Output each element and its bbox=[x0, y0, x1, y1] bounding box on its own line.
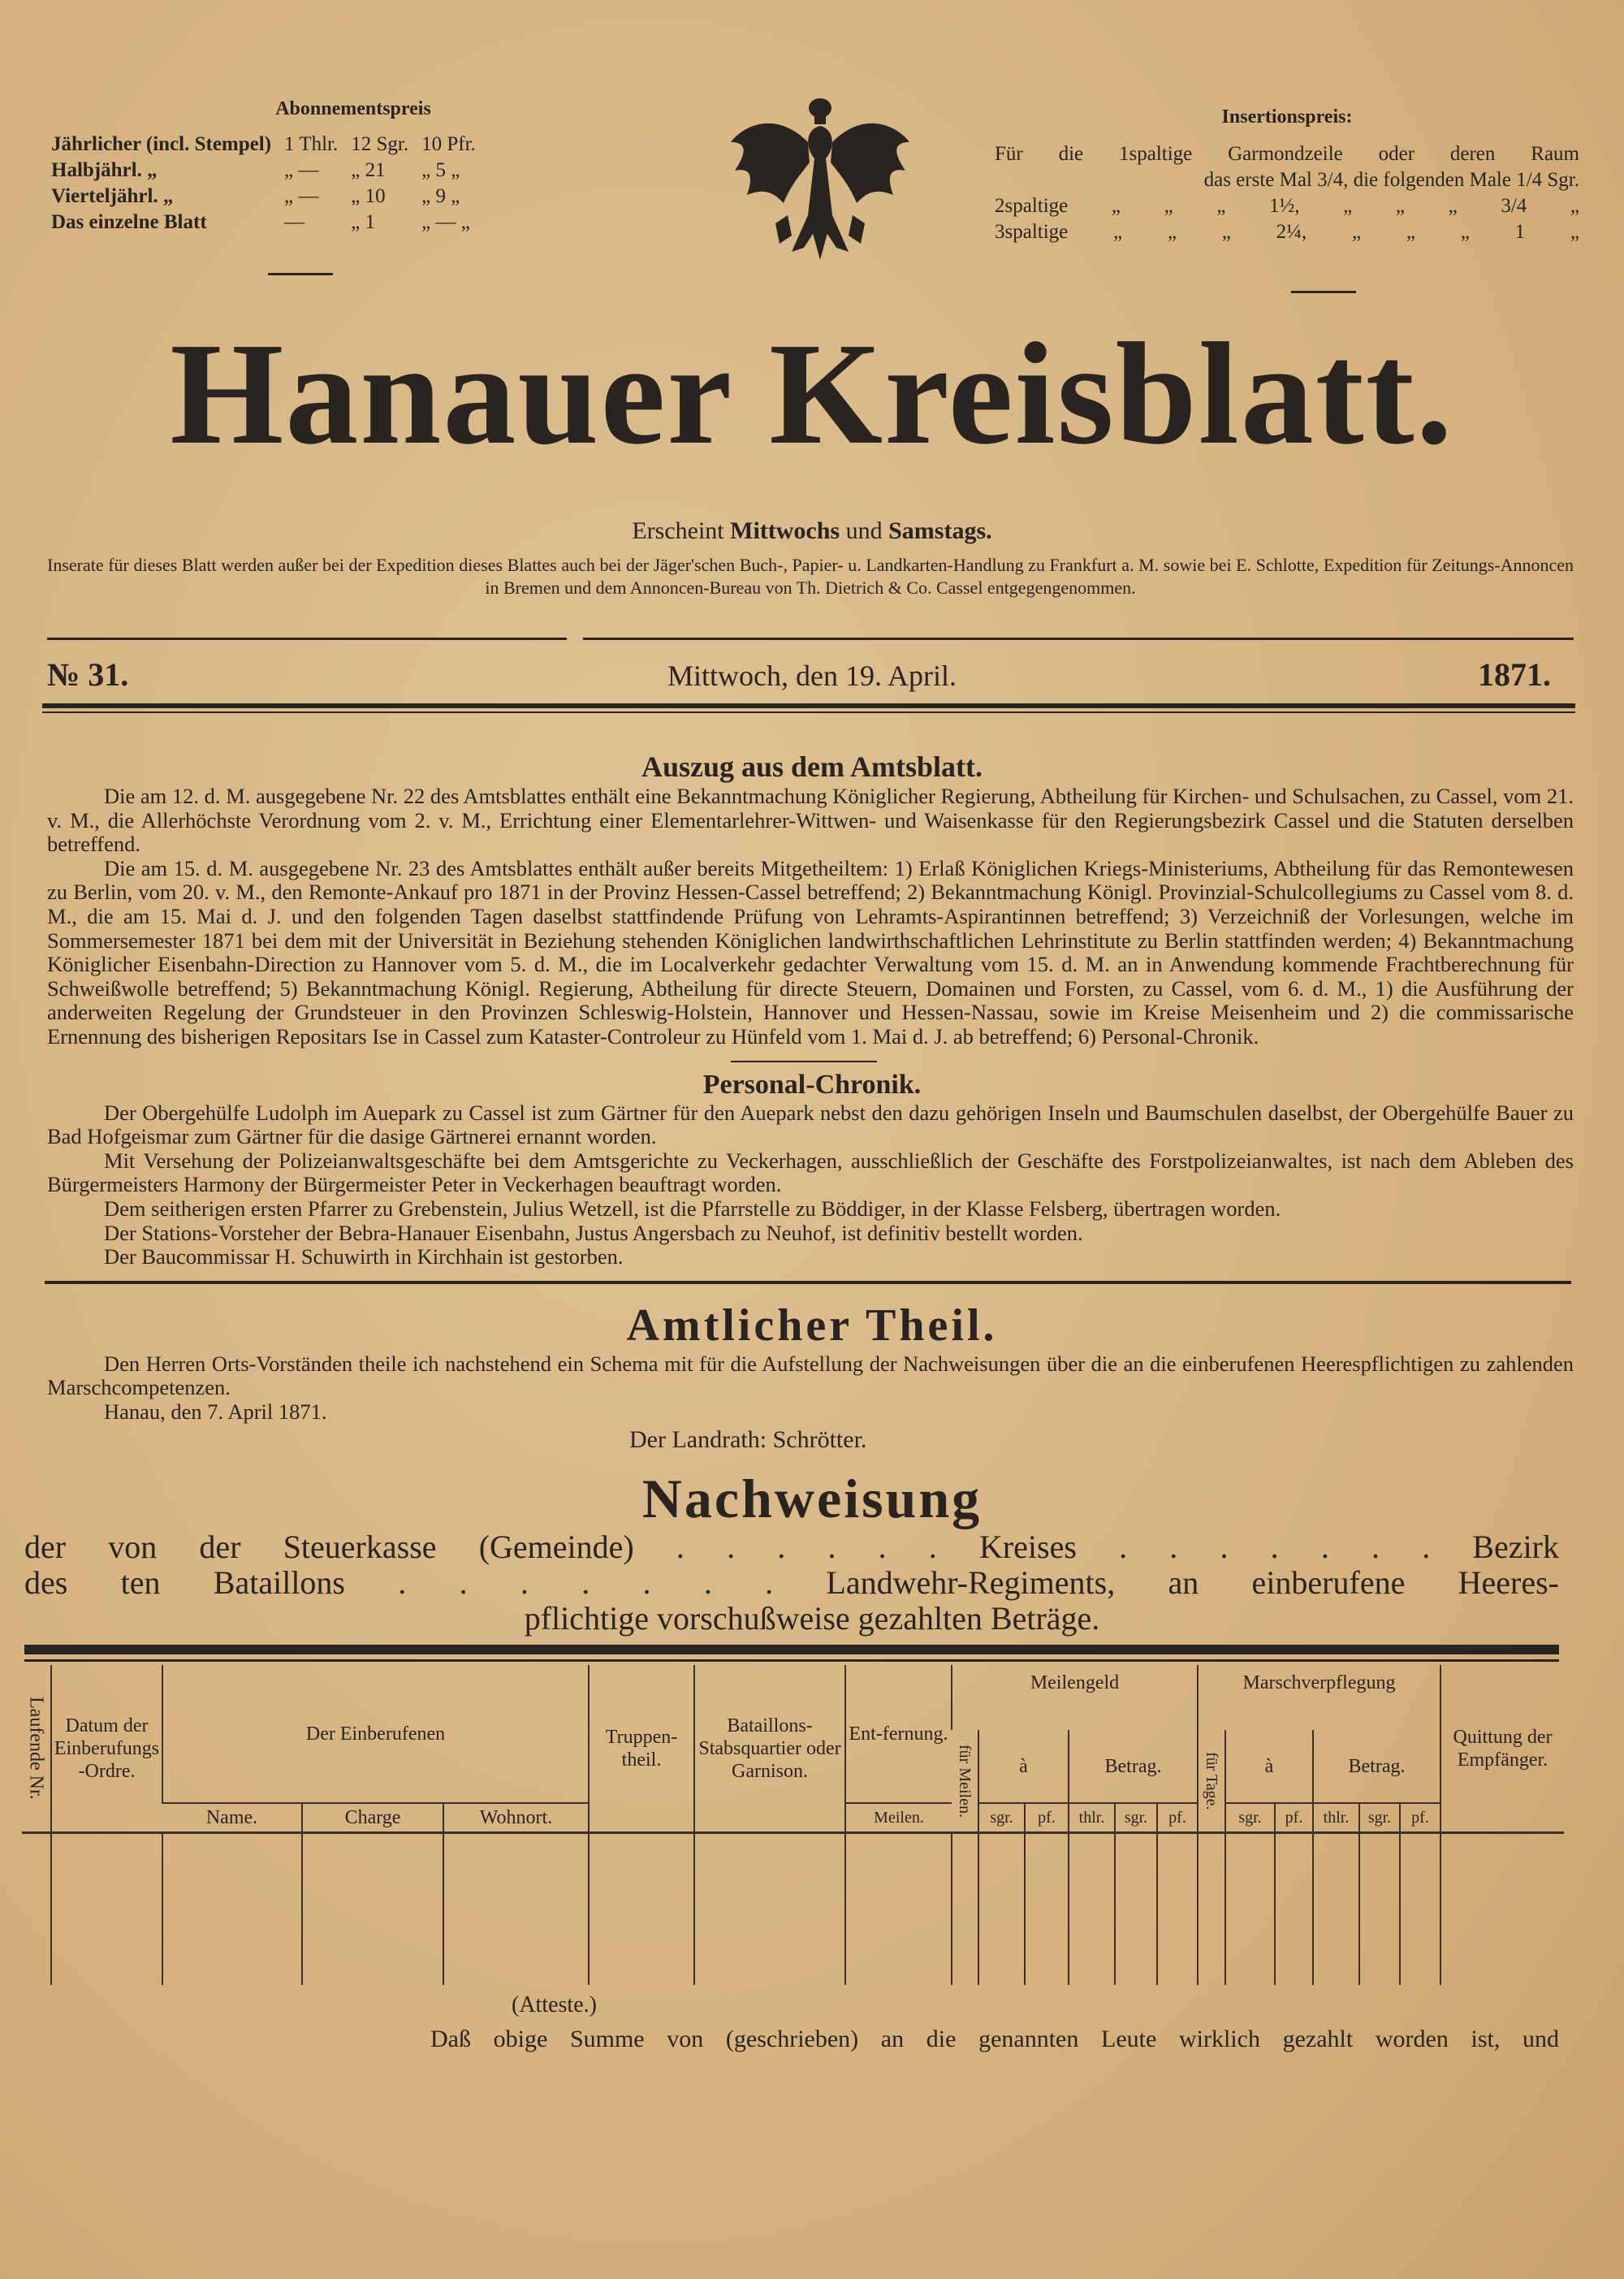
paragraph: Der Baucommissar H. Schuwirth in Kirchhain ist gestorben. bbox=[104, 1244, 624, 1269]
subscription-row bbox=[45, 158, 482, 184]
insertion-row: Für die 1spaltige Garmondzeile oder deren Raum bbox=[995, 143, 1579, 165]
ornament-rule bbox=[1291, 291, 1356, 293]
publication-days bbox=[0, 517, 1624, 546]
subscription-cell: 10 Pfr. bbox=[421, 133, 476, 155]
atteste-label: (Atteste.) bbox=[512, 1991, 597, 2017]
subscription-cell: Halbjährl. „ bbox=[51, 159, 158, 181]
double-rule bbox=[42, 711, 1575, 713]
col-header-wohnort: Wohnort. bbox=[443, 1803, 589, 1832]
rule bbox=[583, 638, 1574, 640]
paragraph: Den Herren Orts-Vorständen theile ich nachstehend ein Schema mit für die Aufstellung der Nachweisungen über die an die einberufenen Heerespflichtigen zu zahlenden Marschcompetenzen. bbox=[47, 1351, 1574, 1400]
subscription-cell: „ 5 „ bbox=[421, 159, 460, 181]
col-header-fuer-meilen: für Meilen. bbox=[956, 1744, 974, 1818]
signature: Der Landrath: Schrötter. bbox=[629, 1426, 867, 1454]
nachweisung-table bbox=[22, 1665, 1564, 1985]
subscription-cell: — bbox=[284, 211, 305, 233]
col-header-meilen: Meilen. bbox=[845, 1803, 952, 1832]
subscription-heading: Abonnementspreis bbox=[275, 98, 431, 119]
insertion-row: 3spaltige „ „ „ 2¼, „ „ „ 1 „ bbox=[995, 221, 1579, 243]
subscription-cell: „ 9 „ bbox=[421, 185, 460, 207]
col-header-einberufenen: Der Einberufenen bbox=[162, 1665, 589, 1803]
issue-number: № 31. bbox=[47, 656, 129, 693]
insertion-row: das erste Mal 3/4, die folgenden Male 1/4 Sgr. bbox=[1203, 169, 1579, 191]
subscription-cell: „ — bbox=[284, 185, 319, 207]
table-row bbox=[22, 1832, 1564, 1985]
ornament-rule bbox=[268, 273, 333, 275]
col-header-charge: Charge bbox=[302, 1803, 443, 1832]
unit-pf: pf. bbox=[1025, 1803, 1069, 1832]
paragraph: Mit Versehung der Polizeianwaltsgeschäfte bei dem Amtsgerichte zu Veckerhagen, ausschließlich der Geschäfte des Forstpolizeianwaltes, ist nach dem Ableben des Bürgermeisters Harmony der Bürgermeister Peter in Veckerhagen beauftragt worden. bbox=[47, 1148, 1574, 1197]
double-rule bbox=[42, 703, 1575, 708]
subscription-row bbox=[45, 132, 482, 158]
text: und bbox=[845, 517, 883, 544]
insertion-prices bbox=[995, 104, 1579, 245]
subscription-cell: Vierteljährl. „ bbox=[51, 185, 174, 207]
personal-heading: Personal-Chronik. bbox=[702, 1069, 922, 1100]
col-header-truppentheil: Truppen-theil. bbox=[589, 1665, 694, 1832]
subscription-table bbox=[45, 132, 482, 236]
masthead-title: Hanauer Kreisblatt. bbox=[170, 313, 1454, 474]
issue-date: Mittwoch, den 19. April. bbox=[667, 659, 957, 692]
paragraph: Der Obergehülfe Ludolph im Auepark zu Cassel ist zum Gärtner für den Auepark nebst den dazu gehörigen Inseln und Baumschulen daselbst, der Obergehülfe Bauer zu Bad Hofgeismar zum Gärtner für die dasige Gärtnerei ernannt worden. bbox=[47, 1100, 1574, 1149]
advertising-note: Inserate für dieses Blatt werden außer bei der Expedition dieses Blattes auch bei der Jäger'schen Buch-, Papier- u. Landkarten-Handlung zu Frankfurt a. M. sowie bei E. Schlotte, Expedition für Zeitungs-Annoncen in Bremen und dem Annoncen-Bureau von Th. Dietrich & Co. Cassel entgegengenommen. bbox=[47, 555, 1574, 598]
main-content bbox=[0, 749, 1624, 2055]
unit-thlr: thlr. bbox=[1313, 1803, 1359, 1832]
unit-pf: pf. bbox=[1400, 1803, 1440, 1832]
unit-thlr: thlr. bbox=[1069, 1803, 1115, 1832]
unit-sgr: sgr. bbox=[1225, 1803, 1275, 1832]
col-header-entfernung: Ent-fernung. bbox=[845, 1665, 952, 1803]
subscription-cell: Jährlicher (incl. Stempel) bbox=[51, 133, 272, 155]
personal-body bbox=[47, 1101, 1574, 1269]
insertion-heading: Insertionspreis: bbox=[1221, 106, 1353, 128]
issue-year: 1871. bbox=[1478, 656, 1551, 693]
unit-sgr: sgr. bbox=[1359, 1803, 1400, 1832]
unit-pf: pf. bbox=[1275, 1803, 1313, 1832]
subscription-cell: „ 21 bbox=[351, 159, 386, 181]
unit-sgr: sgr. bbox=[978, 1803, 1025, 1832]
subscription-prices bbox=[45, 96, 613, 236]
insertion-row: 2spaltige „ „ „ 1½, „ „ „ 3/4 „ bbox=[995, 195, 1579, 217]
table-top-rule bbox=[24, 1659, 1559, 1662]
amtlich-heading: Amtlicher Theil. bbox=[626, 1300, 998, 1351]
subscription-row bbox=[45, 184, 482, 210]
paragraph: Die am 12. d. M. ausgegebene Nr. 22 des Amtsblattes enthält eine Bekanntmachung Königlicher Regierung, Abtheilung für Kirchen- und Schulsachen, zu Cassel, vom 21. v. M., die Allerhöchste Verordnung vom 2. v. M., Errichtung einer Elementarlehrer-Wittwen- und Waisenkasse für den Regierungsbezirk Cassel und die Statuten derselben betreffend. bbox=[47, 784, 1574, 857]
nachweisung-line: der von der Steuerkasse (Gemeinde) . . . . . . Kreises . . . . . . . Bezirk bbox=[24, 1529, 1559, 1566]
paragraph: Der Stations-Vorsteher der Bebra-Hanauer Eisenbahn, Justus Angersbach zu Neuhof, ist definitiv bestellt worden. bbox=[104, 1220, 1083, 1245]
col-header-a: à bbox=[1225, 1730, 1313, 1803]
text: Erscheint bbox=[632, 517, 724, 544]
subscription-row bbox=[45, 210, 482, 236]
auszug-heading: Auszug aus dem Amtsblatt. bbox=[641, 750, 983, 783]
subscription-cell: „ 10 bbox=[351, 185, 386, 207]
subscription-cell: „ 1 bbox=[351, 211, 376, 233]
unit-pf: pf. bbox=[1157, 1803, 1198, 1832]
col-header-betrag: Betrag. bbox=[1069, 1730, 1198, 1803]
nachweisung-heading: Nachweisung bbox=[641, 1468, 983, 1530]
col-header-lfd-nr: Laufende Nr. bbox=[25, 1697, 47, 1801]
col-header-name: Name. bbox=[162, 1803, 302, 1832]
col-header-fuer-tage: für Tage. bbox=[1203, 1751, 1220, 1810]
col-header-marschverpflegung: Marschverpflegung bbox=[1198, 1665, 1440, 1730]
prussian-eagle-emblem bbox=[727, 93, 914, 280]
paragraph: Dem seitherigen ersten Pfarrer zu Grebenstein, Julius Wetzell, ist die Pfarrstelle zu Böddiger, in der Klasse Felsberg, übertragen worden. bbox=[104, 1196, 1281, 1221]
col-header-a: à bbox=[978, 1730, 1069, 1803]
subscription-cell: Das einzelne Blatt bbox=[51, 211, 207, 233]
col-header-meilengeld: Meilengeld bbox=[952, 1665, 1198, 1730]
place-date: Hanau, den 7. April 1871. bbox=[104, 1399, 327, 1424]
subscription-cell: 12 Sgr. bbox=[351, 133, 409, 155]
rule bbox=[47, 638, 567, 640]
subscription-cell: „ — bbox=[284, 159, 319, 181]
section-rule bbox=[45, 1281, 1571, 1284]
col-header-datum: Datum der Einberufungs-Ordre. bbox=[51, 1665, 162, 1832]
nachweisung-line: pflichtige vorschußweise gezahlten Beträge. bbox=[524, 1600, 1100, 1637]
subscription-cell: 1 Thlr. bbox=[284, 133, 339, 155]
unit-sgr: sgr. bbox=[1115, 1803, 1157, 1832]
text: Samstags. bbox=[888, 517, 992, 544]
section-rule bbox=[731, 1061, 877, 1062]
col-header-quittung: Quittung der Empfänger. bbox=[1440, 1665, 1564, 1832]
text: Mittwochs bbox=[730, 517, 840, 544]
auszug-body bbox=[47, 785, 1574, 1049]
paragraph: Die am 15. d. M. ausgegebene Nr. 23 des Amtsblattes enthält außer bereits Mitgetheiltem: 1) Erlaß Königlichen Kriegs-Ministeriums, Abtheilung für das Remontewesen zu Berlin, vom 20. v. M., den Remonte-Ankauf pro 1871 in der Provinz Hessen-Cassel betreffend; 2) Bekanntmachung Königl. Provinzial-Schulcollegiums zu Cassel vom 8. d. M., die am 15. Mai d. J. und den folgenden Tagen daselbst stattfindende Prüfung von Lehramts-Aspirantinnen betreffend; 3) Verzeichniß der Vorlesungen, welche im Sommersemester 1871 bei dem mit der Universität in Beziehung stehenden Königlichen landwirthschaftlichen Lehrinstitute zu Berlin stattfinden werden; 4) Bekanntmachung Königlicher Eisenbahn-Direction zu Hannover vom 5. d. M., die im Localverkehr gedachter Verwaltung vom 15. d. M. an in Anwendung kommende Frachtberechnung für Schweißwolle betreffend; 5) Bekanntmachung Königl. Regierung, Abtheilung für directe Steuern, Domainen und Forsten, zu Cassel, vom 6. d. M., 1) die Ausführung der anderweiten Regelung der Grundsteuer in den Provinzen Schleswig-Holstein, Hannover und Hessen-Nassau, sowie im Kreise Meisenheim und 2) die commissarische Ernennung des bisherigen Repositars Ise in Cassel zum Kataster-Controleur zu Hünfeld vom 1. Mai d. J. ab betreffend; 6) Personal-Chronik. bbox=[47, 855, 1574, 1049]
nachweisung-line: des ten Bataillons . . . . . . . Landwehr-Regiments, an einberufene Heeres- bbox=[24, 1564, 1559, 1602]
col-header-betrag: Betrag. bbox=[1313, 1730, 1440, 1803]
footer-text: Daß obige Summe von (geschrieben) an die genannten Leute wirklich gezahlt worden ist, und bbox=[430, 2025, 1559, 2052]
col-header-bataillon: Bataillons-Stabsquartier oder Garnison. bbox=[694, 1665, 845, 1832]
table-top-rule bbox=[24, 1645, 1559, 1654]
amtlich-body bbox=[47, 1352, 1574, 1425]
subscription-cell: „ — „ bbox=[421, 211, 470, 233]
